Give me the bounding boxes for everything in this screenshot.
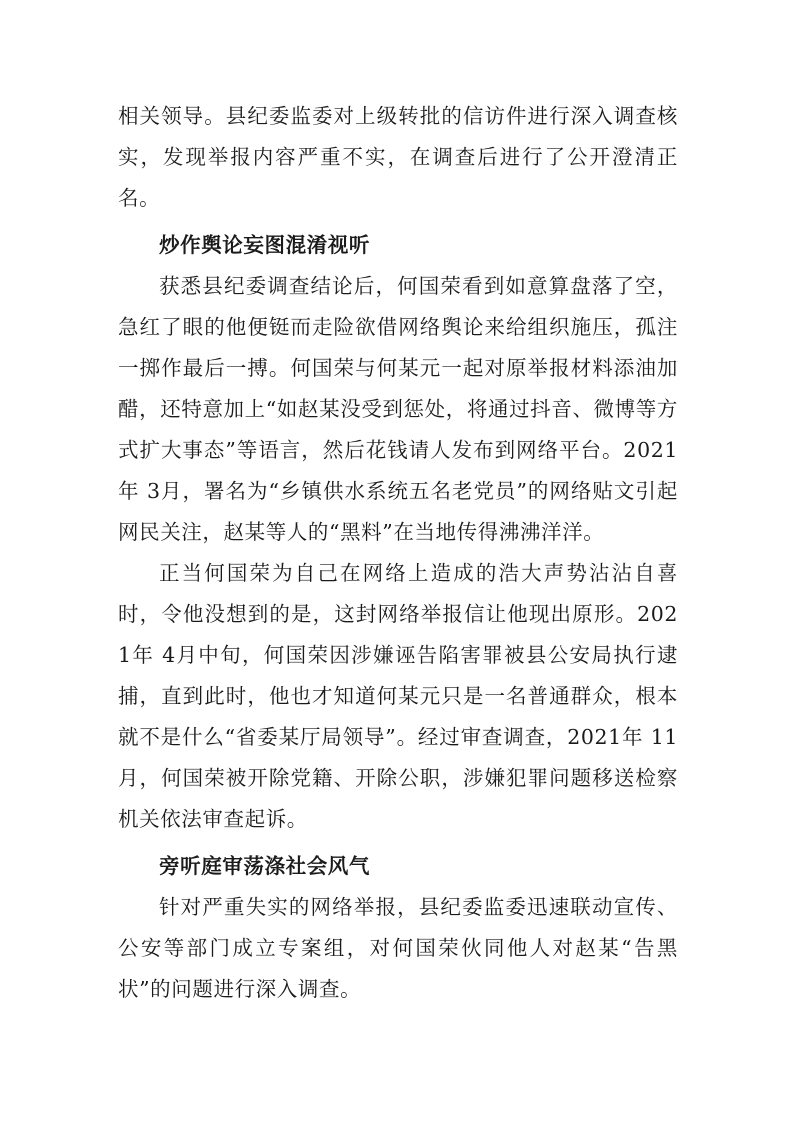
heading-section-1: 炒作舆论妄图混淆视听 [159, 233, 370, 257]
heading-section-2: 旁听庭审荡涤社会风气 [159, 854, 370, 878]
paragraph-section1-2: 正当何国荣为自己在网络上造成的浩大声势沾沾自喜时，令他没想到的是，这封网络举报信让他现出原形。2021年 4月中旬，何国荣因涉嫌诬告陷害罪被县公安局执行逮捕，直到此时，他也才知道何某元只是一名普通群众，根本就不是什么“省委某厅局领导”。经过审查调查，2021年 11月，何国荣被开除党籍、开除公职，涉嫌犯罪问题移送检察机关依法审查起诉。 [118, 561, 678, 831]
document-body [118, 96, 678, 1010]
paragraph-section1-1: 获悉县纪委调查结论后，何国荣看到如意算盘落了空，急红了眼的他便铤而走险欲借网络舆论来给组织施压，孤注一掷作最后一搏。何国荣与何某元一起对原举报材料添油加醋，还特意加上“如赵某没受到惩处，将通过抖音、微博等方式扩大事态”等语言，然后花钱请人发布到网络平台。2021年 3月，署名为“乡镇供水系统五名老党员”的网络贴文引起网民关注，赵某等人的“黑料”在当地传得沸沸洋洋。 [118, 274, 678, 544]
paragraph-opening: 相关领导。县纪委监委对上级转批的信访件进行深入调查核实，发现举报内容严重不实，在调查后进行了公开澄清正名。 [118, 104, 678, 210]
paragraph-section2-1: 针对严重失实的网络举报，县纪委监委迅速联动宣传、公安等部门成立专案组，对何国荣伙同他人对赵某“告黑状”的问题进行深入调查。 [118, 895, 678, 1001]
